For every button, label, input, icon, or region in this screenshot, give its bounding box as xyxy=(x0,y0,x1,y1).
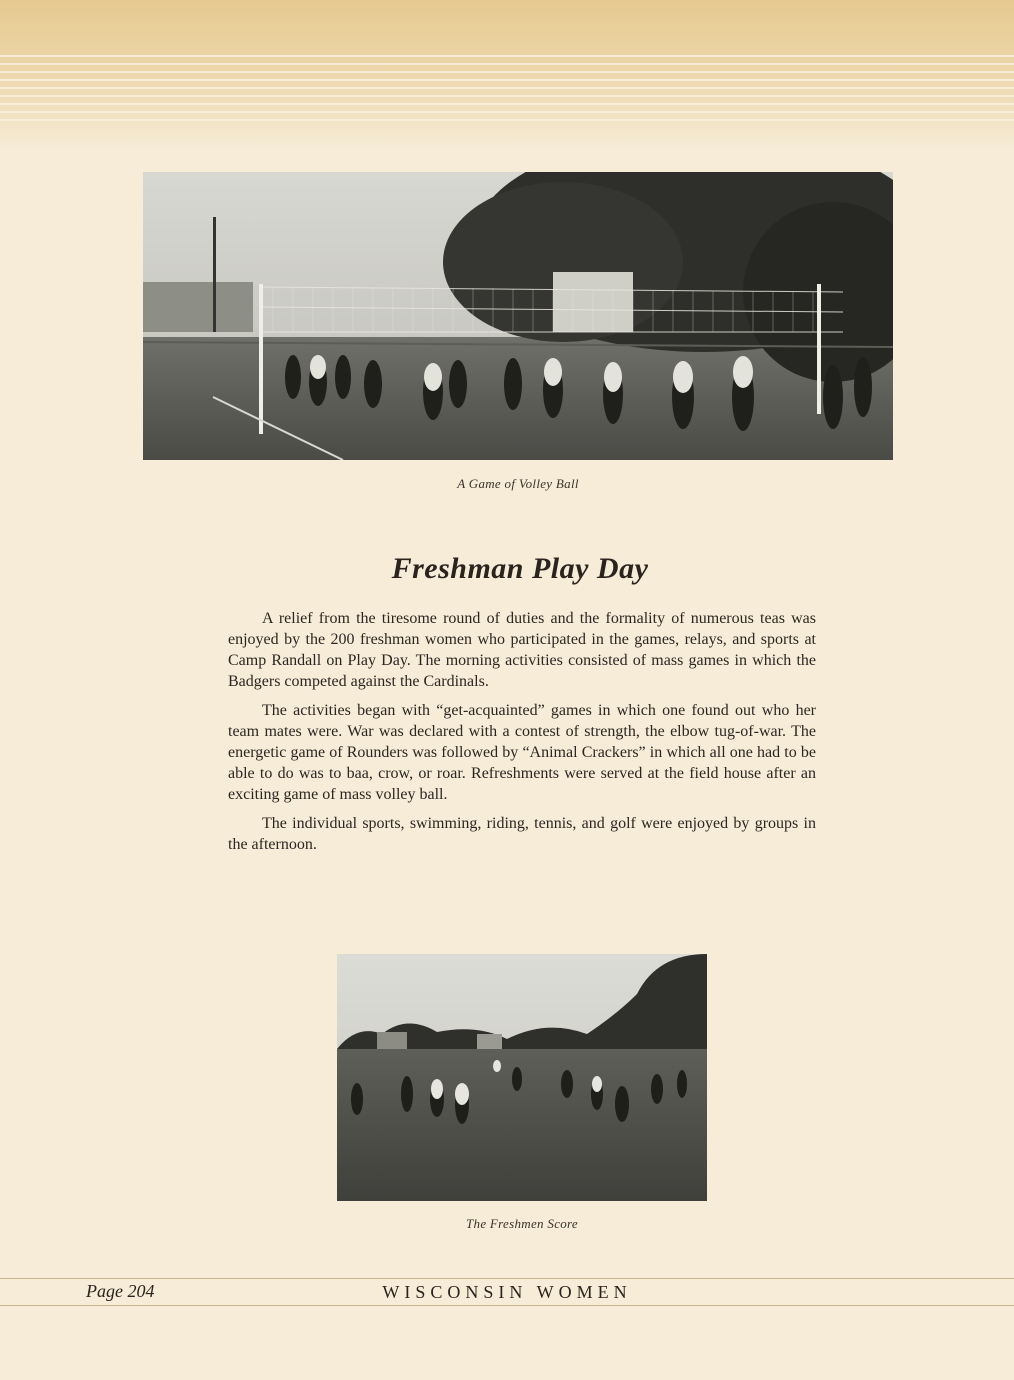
volleyball-photo xyxy=(143,172,893,460)
paragraph-3: The individual sports, swimming, riding, tennis, and golf were enjoyed by groups in the afternoon. xyxy=(228,815,816,853)
freshmen-photo xyxy=(337,954,707,1201)
freshmen-caption: The Freshmen Score xyxy=(465,1216,579,1231)
volleyball-caption: A Game of Volley Ball xyxy=(457,476,579,491)
article-title: Freshman Play Day xyxy=(391,552,649,585)
footer-rule-top xyxy=(0,1278,1014,1279)
paragraph-2: The activities began with “get-acquainted” games in which one found out who her team mates were. War was declared with a contest of strength, the elbow tug-of-war. The energetic game of Rounders was followed by “Animal Crackers” in which all one had to be able to do was to baa, crow, or roar. Refreshments were served at the field house after an exciting game of mass volley ball. xyxy=(228,702,816,803)
header-band xyxy=(0,0,1014,150)
article-body xyxy=(228,608,816,863)
footer-rule-bottom xyxy=(0,1305,1014,1306)
page-number: Page 204 xyxy=(86,1281,155,1301)
publication-title: WISCONSIN WOMEN xyxy=(382,1282,632,1302)
paragraph-1: A relief from the tiresome round of duties and the formality of numerous teas was enjoyed by the 200 freshman women who participated in the games, relays, and sports at Camp Randall on Play Day. The morning activities consisted of mass games in which the Badgers competed against the Cardinals. xyxy=(228,610,816,690)
